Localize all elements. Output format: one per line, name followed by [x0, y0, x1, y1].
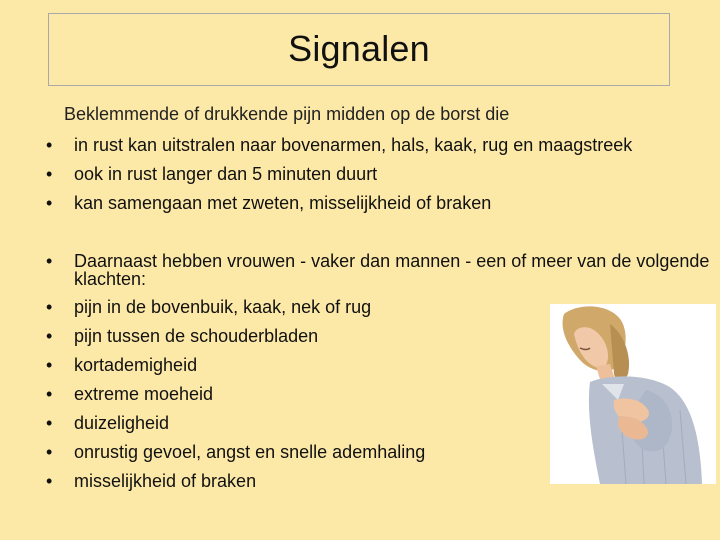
list-item: • extreme moeheid	[46, 385, 714, 414]
intro-text: Beklemmende of drukkende pijn midden op de borst die	[64, 104, 510, 124]
symptom-list-general	[46, 136, 632, 223]
list-item: • pijn tussen de schouderbladen	[46, 327, 714, 356]
list-item: • onrustig gevoel, angst en snelle ademhaling	[46, 443, 714, 472]
list-item: • kortademigheid	[46, 356, 714, 385]
list-item: • Daarnaast hebben vrouwen - vaker dan mannen - een of meer van de volgende klachten:	[46, 252, 714, 298]
slide-title: Signalen	[288, 27, 430, 69]
list-item: • pijn in de bovenbuik, kaak, nek of rug	[46, 298, 714, 327]
list-item: • duizeligheid	[46, 414, 714, 443]
list-item: • misselijkheid of braken	[46, 472, 714, 501]
list-item: • in rust kan uitstralen naar bovenarmen, hals, kaak, rug en maagstreek	[46, 136, 632, 165]
list-item: • kan samengaan met zweten, misselijkheid of braken	[46, 194, 632, 223]
woman-chest-pain-photo	[550, 304, 716, 484]
list-item: • ook in rust langer dan 5 minuten duurt	[46, 165, 632, 194]
title-box	[48, 13, 670, 86]
